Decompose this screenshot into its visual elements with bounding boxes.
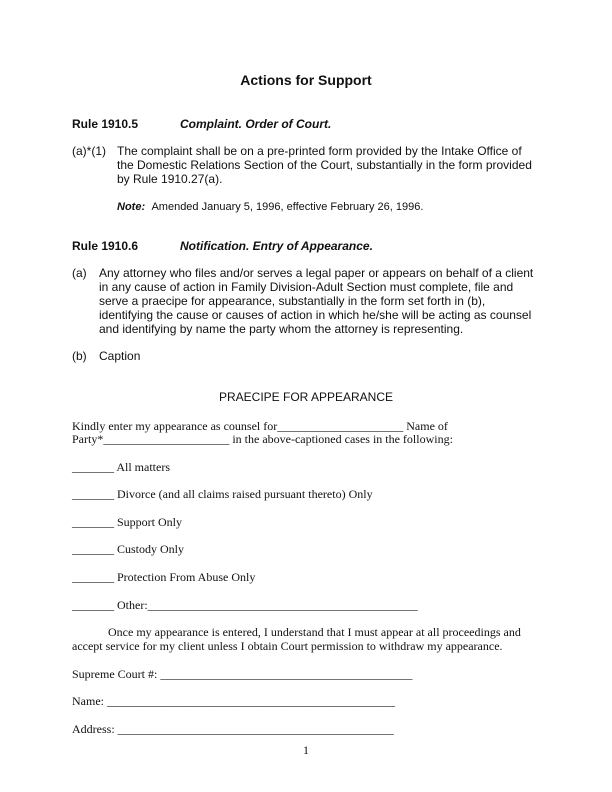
- rule-1910-5-line-3: by Rule 1910.27(a).: [117, 172, 223, 186]
- rule-1910-6-title: Notification. Entry of Appearance.: [180, 239, 373, 253]
- rule-1910-6-a-line-5: and identifying by name the party whom the attorney is representing.: [99, 322, 464, 336]
- name-field[interactable]: Name: ________________________________________________: [72, 694, 395, 708]
- page-title: Actions for Support: [240, 72, 372, 88]
- rule-1910-6-a-line-4: identifying the cause or causes of action in which he/she will be acting as counsel: [99, 308, 532, 322]
- rule-1910-5-line-2: the Domestic Relations Section of the Court, substantially in the form provided: [117, 158, 532, 172]
- rule-1910-6-a-line-1: Any attorney who files and/or serves a legal paper or appears on behalf of a client: [99, 266, 534, 280]
- rule-1910-6-b-label: (b): [72, 349, 87, 363]
- note-label: Note:: [117, 201, 146, 213]
- rule-1910-6-a-line-3: serve a praecipe for appearance, substantially in the form set forth in (b),: [99, 294, 486, 308]
- option-support[interactable]: _______ Support Only: [72, 515, 183, 529]
- option-custody[interactable]: _______ Custody Only: [72, 542, 185, 556]
- rule-1910-5-label: (a)*(1): [72, 144, 107, 158]
- note-text: Amended January 5, 1996, effective February 26, 1996.: [151, 201, 424, 213]
- page-number: 1: [303, 743, 309, 757]
- option-all-matters[interactable]: _______ All matters: [72, 460, 170, 474]
- address-field[interactable]: Address: ______________________________________________: [72, 722, 394, 736]
- closing-line-2: accept service for my client unless I obtain Court permission to withdraw my appearance.: [72, 639, 503, 653]
- praecipe-heading: PRAECIPE FOR APPEARANCE: [218, 390, 394, 404]
- praecipe-intro-line-1: Kindly enter my appearance as counsel for_____________________ Name of: [72, 419, 448, 433]
- supreme-court-number-field[interactable]: Supreme Court #: __________________________________________: [72, 667, 413, 681]
- rule-1910-6-number: Rule 1910.6: [72, 239, 139, 253]
- praecipe-intro-line-2: Party*_____________________ in the above-captioned cases in the following:: [72, 432, 453, 446]
- rule-1910-5-title: Complaint. Order of Court.: [180, 117, 332, 131]
- rule-1910-6-a-label: (a): [72, 266, 87, 280]
- closing-line-1: Once my appearance is entered, I understand that I must appear at all proceedings and: [108, 625, 521, 639]
- rule-1910-6-a-line-2: in any cause of action in Family Division-Adult Section must complete, file and: [99, 280, 514, 294]
- rule-1910-5-note: [117, 199, 423, 214]
- option-other[interactable]: _______ Other:_____________________________________________: [72, 598, 418, 612]
- option-divorce[interactable]: _______ Divorce (and all claims raised pursuant thereto) Only: [72, 487, 373, 501]
- rule-1910-5-number: Rule 1910.5: [72, 117, 139, 131]
- rule-1910-6-b-text: Caption: [99, 349, 141, 363]
- rule-1910-5-line-1: The complaint shall be on a pre-printed form provided by the Intake Office of: [117, 144, 522, 158]
- option-protection-from-abuse[interactable]: _______ Protection From Abuse Only: [72, 570, 256, 584]
